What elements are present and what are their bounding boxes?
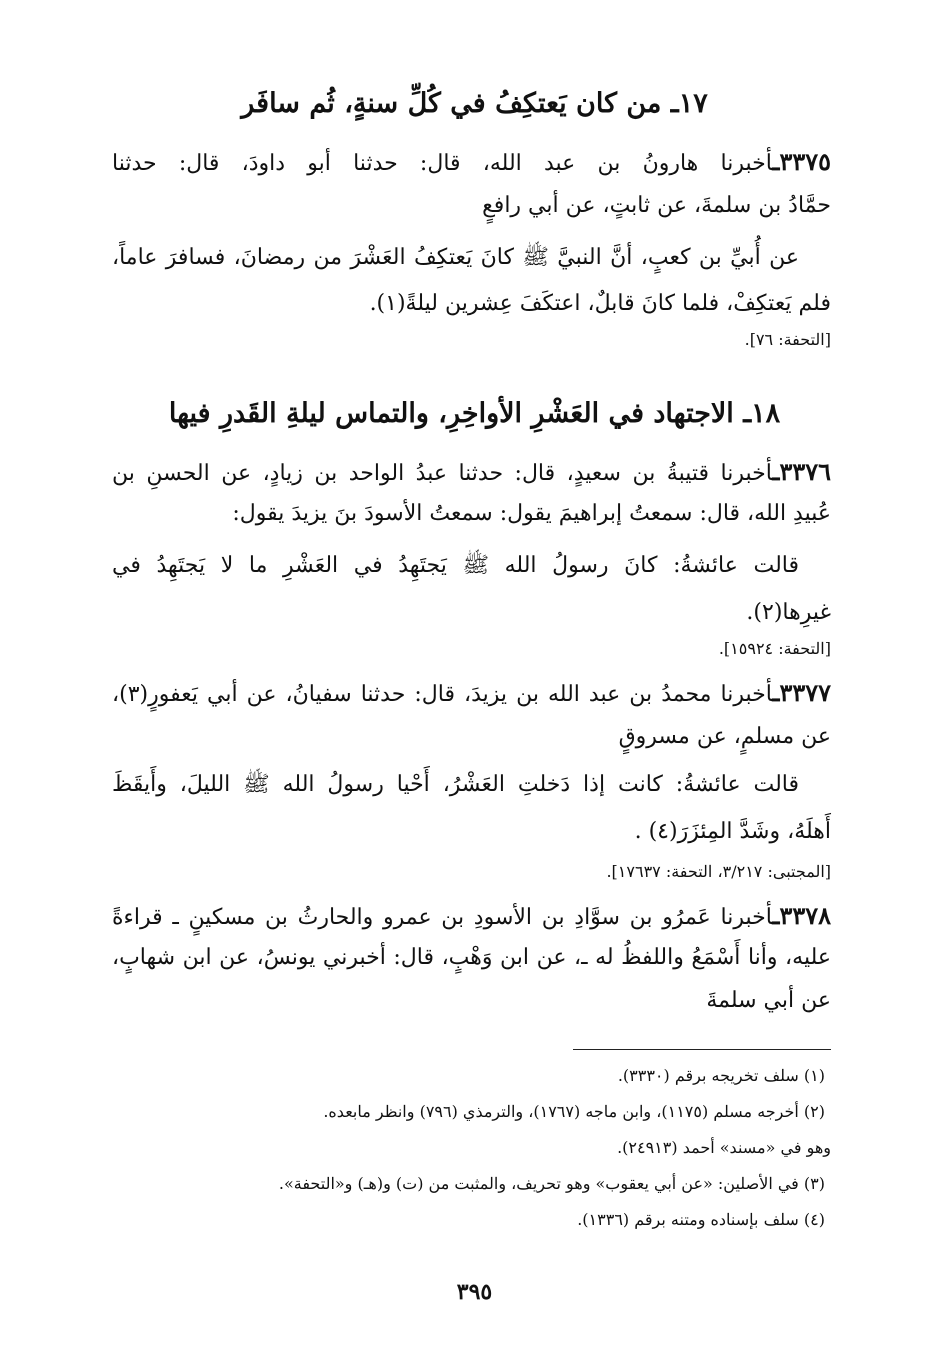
- hadith-3376-reference: [التحفة: ١٥٩٢٤].: [718, 639, 831, 658]
- page-number: ٣٩٥: [456, 1279, 493, 1305]
- hadith-3376-isnad-line-2: عُبيدِ الله، قال: سمعتُ إبراهيمَ يقول: سمعتُ الأسودَ بنَ يزيدَ يقول:: [232, 501, 831, 526]
- isnad-text: أخبرنا هارونُ بن عبد الله، قال: حدثنا أبو داودَ، قال: حدثنا: [112, 151, 773, 176]
- footnote-2: (٢) أخرجه مسلم (١١٧٥)، وابن ماجه (١٧٦٧)، والترمذي (٧٩٦) وانظر مابعده.: [323, 1102, 825, 1121]
- hadith-3377-matn-line-2: أَهلَهُ، وشَدَّ المِئزَرَ(٤) .: [634, 819, 831, 844]
- hadith-3375-reference: [التحفة: ٧٦].: [744, 330, 831, 349]
- hadith-3377-matn-line-1: قالت عائشةُ: كانت إذا دَخلتِ العَشْرُ، أَحْيا رسولُ الله ﷺ الليلَ، وأَيقَظَ: [112, 772, 799, 797]
- hadith-3378-isnad-line-3: عن أبي سلمةَ: [706, 988, 831, 1013]
- hadith-3376-matn-line-1: قالت عائشةُ: كانَ رسولُ الله ﷺ يَجتَهِدُ في العَشْرِ ما لا يَجتَهِدُ في: [112, 553, 799, 578]
- footnote-1: (١) سلف تخريجه برقم (٣٣٣٠).: [617, 1066, 825, 1085]
- hadith-3375-matn-line-1: عن أُبيِّ بن كعبٍ، أنَّ النبيَّ ﷺ كانَ يَعتكِفُ العَشْرَ من رمضانَ، فسافرَ عاماً،: [112, 245, 799, 270]
- hadith-3378-isnad-line-1: [112, 899, 831, 935]
- isnad-text: أخبرنا عَمرُو بن سوَّادِ بن الأسودِ بن عمرو والحارثُ بن مسكينٍ ـ قراءةً: [112, 905, 773, 930]
- hadith-number: ٣٣٧٦ـ: [772, 457, 831, 486]
- hadith-number: ٣٣٧٥ـ: [772, 147, 831, 176]
- hadith-3377-isnad-line-2: عن مسلمٍ، عن مسروقٍ: [618, 724, 831, 749]
- hadith-3377-isnad-line-1: [112, 676, 831, 712]
- hadith-3375-matn-line-2: فلم يَعتكِفْ، فلما كانَ قابلٌ، اعتكَفَ عِشرين ليلةً(١).: [369, 291, 831, 316]
- footnote-separator: [573, 1049, 831, 1050]
- hadith-3375-isnad-line-1: [112, 145, 831, 181]
- isnad-text: أخبرنا محمدُ بن عبد الله بن يزيدَ، قال: حدثنا سفيانُ، عن أبي يَعفورٍ(٣)،: [112, 682, 773, 707]
- chapter-heading-18: ١٨ـ الاجتهاد في العَشْرِ الأواخِرِ، والتماس ليلةِ القَدرِ فيها: [168, 398, 781, 429]
- hadith-3377-reference: [المجتبى: ٣/٢١٧، التحفة: ١٧٦٣٧].: [606, 862, 831, 881]
- footnote-4: (٤) سلف بإسناده ومتنه برقم (١٣٣٦).: [577, 1210, 825, 1229]
- hadith-3375-isnad-line-2: حمَّادُ بن سلمةَ، عن ثابتٍ، عن أبي رافعٍ: [482, 193, 831, 218]
- isnad-text: أخبرنا قتيبةُ بن سعيدٍ، قال: حدثنا عبدُ الواحد بن زيادٍ، عن الحسنِ بن: [112, 461, 773, 486]
- hadith-3376-isnad-line-1: [112, 455, 831, 491]
- hadith-number: ٣٣٧٧ـ: [772, 678, 831, 707]
- hadith-3378-isnad-line-2: عليه، وأنا أَسْمَعُ واللفظُ له ـ، عن ابن وَهْبٍ، قال: أخبرني يونسُ، عن ابن شهابٍ،: [112, 945, 831, 970]
- footnote-2-continuation: وهو في «مسند» أحمد (٢٤٩١٣).: [617, 1138, 831, 1157]
- hadith-3376-matn-line-2: غيرِها(٢).: [746, 600, 831, 625]
- footnote-3: (٣) في الأصلين: «عن أبي يعقوب» وهو تحريف، والمثبت من (ت) و(هـ) و«التحفة».: [278, 1174, 825, 1193]
- chapter-heading-17: ١٧ـ من كان يَعتكِفُ في كُلِّ سنةٍ، ثُم سافَر: [241, 88, 708, 119]
- hadith-number: ٣٣٧٨ـ: [772, 901, 831, 930]
